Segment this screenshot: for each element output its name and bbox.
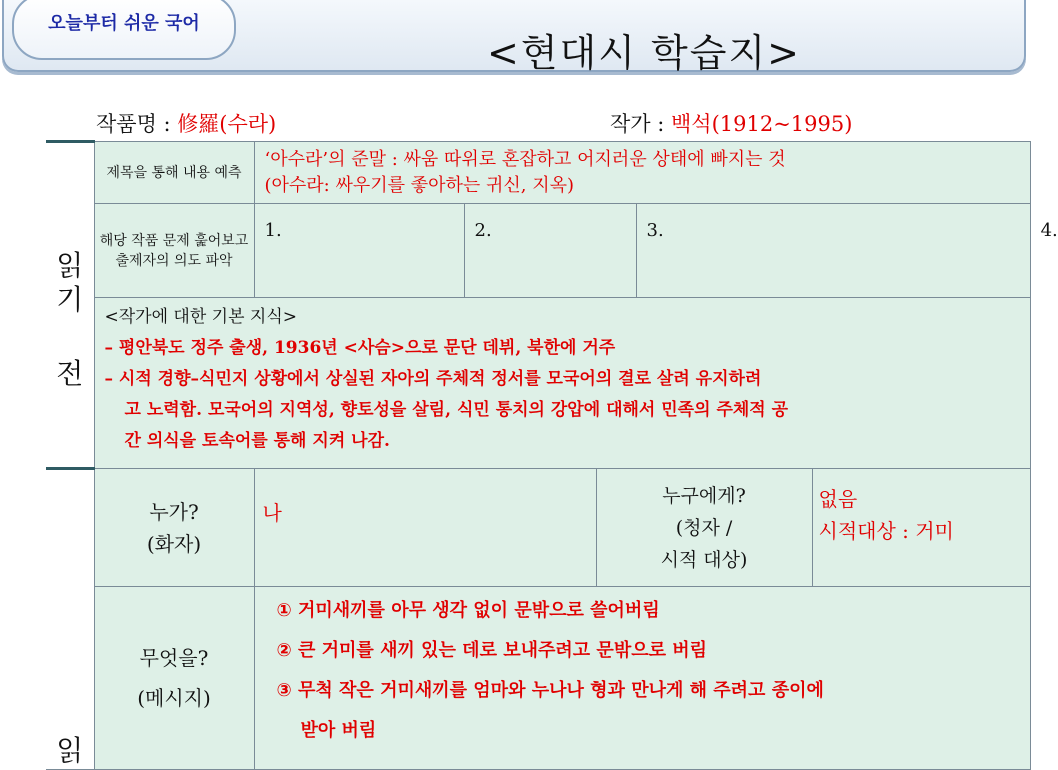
what-label (94, 587, 254, 770)
reading-label (46, 469, 94, 770)
to-whom-line-3: 시적 대상) (660, 548, 748, 571)
header-band (2, 0, 1026, 75)
author-value: 백석(1912~1995) (671, 112, 853, 136)
reading-side-char: 읽 (56, 734, 84, 767)
question-1: 1. (254, 204, 464, 298)
predict-line-2: (아수라: 싸우기를 좋아하는 귀신, 지옥) (264, 174, 575, 196)
what-label-line-1: 무엇을? (139, 646, 209, 670)
to-whom-line-1: 누구에게? (662, 484, 746, 507)
side-char-3: 전 (56, 357, 84, 390)
worksheet-table: 읽 기 전 제목을 통해 내용 예측 ‘아수라’의 준말 : 싸움 따위로 혼잡하고 어지러운 상태에 빠지는 것 (아수라: 싸우기를 좋아하는 귀신, 지옥) 해당 작품 문제 훑어보고 출제자의 의도 파악 1. 2. 3. 4. <작가에 대한 기본 지식> – 평안북도 정주 출생, 1936년 <사슴>으로 문단 데뷔, 북한에 거주 – 시적 경향–식민지 상황에서 상실된 자아의 주체적 정서를 모국어의 결로 살려 유지하려 고 노력함. 모국어의 지역성, 향토성을 살림, 식민 통치의 강압에 대해서 민족의 주체적 공 간 의식을 토속어를 통해 지켜 나감. 읽 누가? (화자) 나 누구에게? (청자 / 시적 대상) 없음 시적대상 : 거미 무엇을? (메시지) ① 거미새끼를 아무 생각 없이 문밖으로 쓸어버림 ② 큰 거미를 새끼 있는 데로 보내주려고 문밖으로 버림 ③ 무척 작은 거미새끼를 엄마와 누나나 형과 만나게 해 주려고 종이에 받아 버림 (46, 140, 1031, 770)
knowledge-line-2: – 시적 경향–식민지 상황에서 상실된 자아의 주체적 정서를 모국어의 결로 살려 유지하려 (104, 369, 762, 389)
who-label (94, 469, 254, 587)
message-3: ③ 무척 작은 거미새끼를 엄마와 누나나 형과 만나게 해 주려고 종이에 (276, 680, 824, 701)
who-label-line-2: (화자) (146, 531, 202, 556)
message-4: 받아 버림 (300, 720, 377, 741)
predict-label: 제목을 통해 내용 예측 (94, 142, 254, 204)
badge-text: 오늘부터 쉬운 국어 (48, 13, 200, 34)
predict-line-1: ‘아수라’의 준말 : 싸움 따위로 혼잡하고 어지러운 상태에 빠지는 것 (264, 148, 786, 170)
knowledge-line-4: 간 의식을 토속어를 통해 지켜 나감. (124, 431, 390, 451)
author-label: 작가 : (610, 112, 671, 136)
to-whom-label (596, 469, 812, 587)
side-char-2: 기 (56, 283, 84, 316)
question-3: 3. (636, 204, 1030, 298)
page-title: <현대시 학습지> (486, 31, 801, 75)
who-value: 나 (262, 501, 282, 525)
knowledge-title: <작가에 대한 기본 지식> (104, 307, 297, 327)
who-label-line-1: 누가? (149, 499, 199, 524)
knowledge-line-1: – 평안북도 정주 출생, 1936년 <사슴>으로 문단 데뷔, 북한에 거주 (104, 338, 616, 358)
work-title-label: 작품명 : (96, 112, 178, 136)
work-title-value: 修羅(수라) (177, 112, 277, 136)
what-label-line-2: (메시지) (137, 686, 211, 710)
message-cell (254, 587, 1030, 770)
to-whom-line-2: (청자 / (675, 516, 733, 539)
message-1: ① 거미새끼를 아무 생각 없이 문밖으로 쓸어버림 (276, 600, 660, 621)
to-whom-value (812, 469, 1030, 587)
author-knowledge (94, 298, 1030, 469)
header-badge (12, 0, 236, 60)
questions-label: 해당 작품 문제 훑어보고 출제자의 의도 파악 (94, 204, 254, 298)
to-whom-value-1: 없음 (818, 487, 858, 511)
to-whom-value-2: 시적대상 : 거미 (818, 519, 954, 543)
side-char-1: 읽 (56, 249, 84, 282)
author-line (610, 108, 852, 138)
before-reading-label (46, 142, 94, 469)
knowledge-line-3: 고 노력함. 모국어의 지역성, 향토성을 살림, 식민 통치의 강압에 대해서 민족의 주체적 공 (124, 400, 789, 420)
work-title-line (96, 108, 276, 138)
message-2: ② 큰 거미를 새끼 있는 데로 보내주려고 문밖으로 버림 (276, 640, 708, 661)
question-2: 2. (464, 204, 636, 298)
predict-content (254, 142, 1030, 204)
who-value-cell (254, 469, 596, 587)
